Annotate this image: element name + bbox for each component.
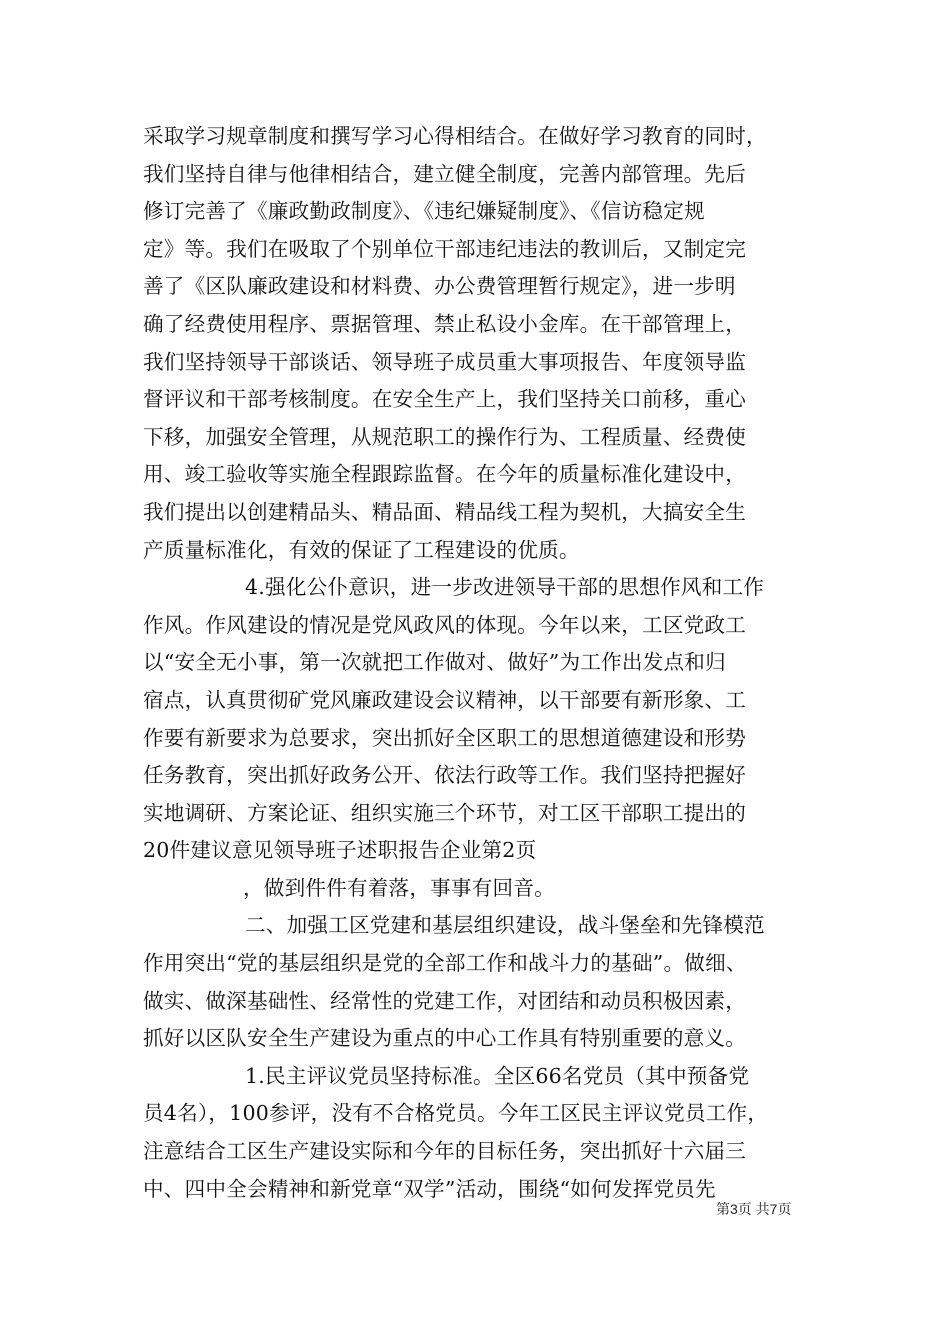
section-heading-line: 二、加强工区党建和基层组织建设，战斗堡垒和先锋模范 — [245, 913, 765, 938]
text-line: 我们坚持自律与他律相结合，建立健全制度，完善内部管理。先后 — [143, 161, 747, 186]
text-line: 下移，加强安全管理，从规范职工的操作行为、工程质量、经费使 — [143, 424, 747, 449]
text-line: 定》等。我们在吸取了个别单位干部违纪违法的教训后，又制定完 — [143, 236, 747, 261]
text-line: 采取学习规章制度和撰写学习心得相结合。在做好学习教育的同时， — [143, 124, 767, 148]
text-line: ，做到件件有着落，事事有回音。 — [243, 875, 555, 900]
section-heading-line: 4.强化公仆意识，进一步改进领导干部的思想作风和工作 — [245, 575, 765, 600]
text-line: 用、竣工验收等实施全程跟踪监督。在今年的质量标准化建设中， — [143, 462, 747, 487]
section-heading-line: 1.民主评议党员坚持标准。全区66名党员（其中预备党 — [245, 1063, 750, 1088]
text-line: 做实、做深基础性、经常性的党建工作，对团结和动员积极因素， — [143, 988, 747, 1013]
text-line: 宿点，认真贯彻矿党风廉政建设会议精神，以干部要有新形象、工 — [143, 687, 747, 712]
text-line: 任务教育，突出抓好政务公开、依法行政等工作。我们坚持把握好 — [143, 763, 747, 788]
text-line: 作要有新要求为总要求，突出抓好全区职工的思想道德建设和形势 — [143, 725, 747, 750]
page-number-footer: 第3页 共7页 — [716, 1201, 792, 1217]
text-line: 以“安全无小事，第一次就把工作做对、做好”为工作出发点和归 — [143, 650, 726, 675]
text-line: 20件建议意见领导班子述职报告企业第2页 — [143, 838, 537, 863]
text-line: 我们提出以创建精品头、精品面、精品线工程为契机，大搞安全生 — [143, 499, 747, 524]
text-line: 督评议和干部考核制度。在安全生产上，我们坚持关口前移，重心 — [143, 387, 747, 412]
text-line: 修订完善了《廉政勤政制度》、《违纪嫌疑制度》、《信访稳定规 — [143, 199, 705, 224]
text-line: 善了《区队廉政建设和材料费、办公费管理暂行规定》，进一步明 — [143, 274, 736, 299]
text-line: 员4名），100参评，没有不合格党员。今年工区民主评议党员工作， — [143, 1101, 769, 1126]
text-line: 我们坚持领导干部谈话、领导班子成员重大事项报告、年度领导监 — [143, 349, 747, 374]
text-line: 产质量标准化，有效的保证了工程建设的优质。 — [143, 537, 580, 562]
text-line: 实地调研、方案论证、组织实施三个环节，对工区干部职工提出的 — [143, 800, 747, 825]
document-body — [143, 118, 843, 1208]
text-line: 抓好以区队安全生产建设为重点的中心工作具有特别重要的意义。 — [143, 1026, 747, 1051]
text-line: 注意结合工区生产建设实际和今年的目标任务，突出抓好十六届三 — [143, 1139, 747, 1164]
text-line: 确了经费使用程序、票据管理、禁止私设小金库。在干部管理上， — [143, 311, 747, 336]
text-line: 作风。作风建设的情况是党风政风的体现。今年以来，工区党政工 — [143, 612, 747, 637]
text-line: 中、四中全会精神和新党章“双学”活动，围绕“如何发挥党员先 — [143, 1176, 716, 1201]
text-line: 作用突出“党的基层组织是党的全部工作和战斗力的基础”。做细、 — [143, 951, 747, 976]
